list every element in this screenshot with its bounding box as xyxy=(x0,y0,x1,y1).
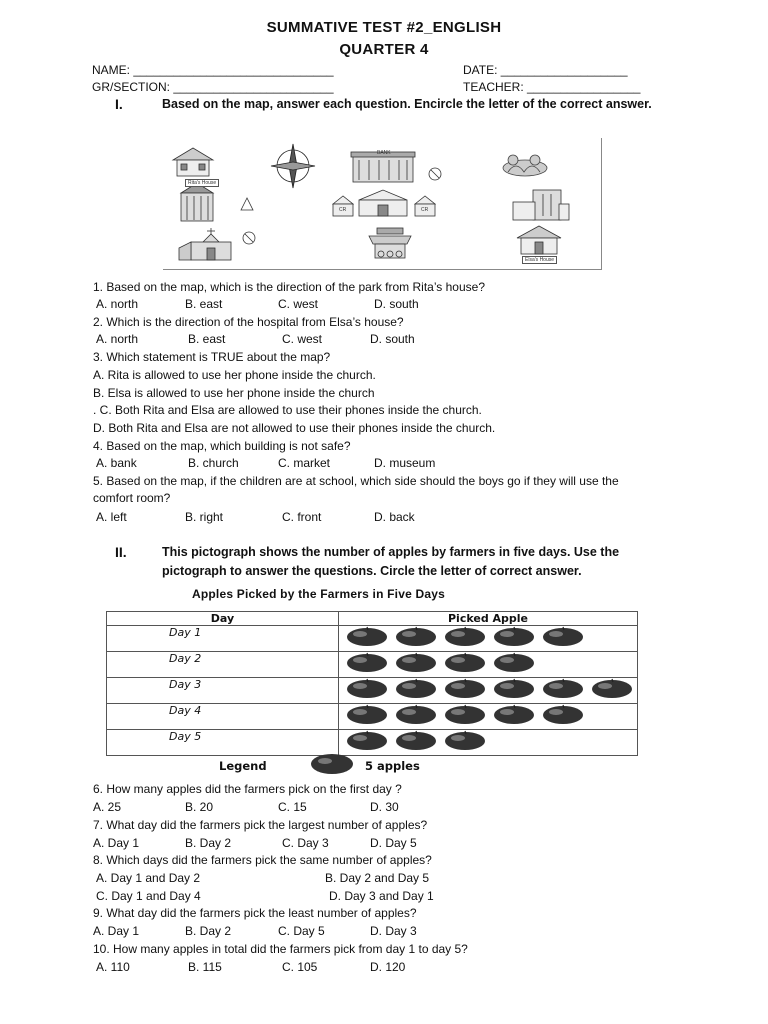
section-field: GR/SECTION: ________________________ xyxy=(92,80,334,94)
elsa-house-icon xyxy=(517,226,561,254)
apple-symbols xyxy=(339,652,638,678)
cr-label-right: CR xyxy=(421,207,429,213)
pictograph-row xyxy=(107,652,638,678)
apple-icon xyxy=(395,704,437,724)
apple-icon xyxy=(444,626,486,646)
apple-icon xyxy=(346,704,388,724)
q5-option-a: A. left xyxy=(96,510,127,524)
pictograph-title: Apples Picked by the Farmers in Five Days xyxy=(192,587,445,601)
no-phone-sign-icon-2 xyxy=(243,232,255,244)
quarter-title: QUARTER 4 xyxy=(339,41,429,58)
market-icon xyxy=(369,228,411,258)
q2-option-b: B. east xyxy=(188,332,226,346)
q10-option-c: C. 105 xyxy=(282,960,318,974)
question-2: 2. Which is the direction of the hospital from Elsa’s house? xyxy=(93,315,404,329)
column-header-picked-apple: Picked Apple xyxy=(339,612,638,626)
question-3: 3. Which statement is TRUE about the map? xyxy=(93,350,331,364)
column-header-day: Day xyxy=(107,612,339,626)
section-1-number: I. xyxy=(115,96,123,112)
q6-option-a: A. 25 xyxy=(93,800,122,814)
q2-option-d: D. south xyxy=(370,332,415,346)
apple-icon xyxy=(346,652,388,672)
apple-icon xyxy=(395,626,437,646)
pictograph-row xyxy=(107,678,638,704)
q6-option-d: D. 30 xyxy=(370,800,399,814)
q4-option-a: A. bank xyxy=(96,456,137,470)
q9-option-d: D. Day 3 xyxy=(370,924,417,938)
q6-option-b: B. 20 xyxy=(185,800,214,814)
question-1: 1. Based on the map, which is the direction of the park from Rita’s house? xyxy=(93,280,485,294)
q9-option-b: B. Day 2 xyxy=(185,924,232,938)
q7-option-c: C. Day 3 xyxy=(282,836,329,850)
rita-house-icon xyxy=(173,148,213,176)
map-illustration xyxy=(163,138,602,270)
day-label: Day 5 xyxy=(107,730,339,756)
q3-option-d: D. Both Rita and Elsa are not allowed to use their phones inside the church. xyxy=(93,421,496,435)
question-10: 10. How many apples in total did the farmers pick from day 1 to day 5? xyxy=(93,942,468,956)
church-icon xyxy=(179,228,231,260)
apple-icon xyxy=(346,730,388,750)
apple-icon xyxy=(444,678,486,698)
q8-option-a: A. Day 1 and Day 2 xyxy=(96,871,201,885)
pictograph-row xyxy=(107,704,638,730)
question-7: 7. What day did the farmers pick the largest number of apples? xyxy=(93,818,428,832)
name-field: NAME: ______________________________ xyxy=(92,63,334,77)
warning-sign-icon xyxy=(241,198,253,210)
q8-option-c: C. Day 1 and Day 4 xyxy=(96,889,201,903)
apple-icon xyxy=(493,652,535,672)
question-6: 6. How many apples did the farmers pick on the first day ? xyxy=(93,782,402,796)
q4-option-d: D. museum xyxy=(374,456,436,470)
apple-icon xyxy=(542,626,584,646)
apple-icon xyxy=(395,652,437,672)
q8-option-b: B. Day 2 and Day 5 xyxy=(325,871,430,885)
section-2-instruction: This pictograph shows the number of apples by farmers in five days. Use the pictograph to answer the questions. Circle the letter of correct answer. xyxy=(162,545,620,578)
q7-option-d: D. Day 5 xyxy=(370,836,417,850)
park-icon xyxy=(503,155,547,176)
apple-icon xyxy=(493,626,535,646)
q2-option-a: A. north xyxy=(96,332,139,346)
date-field: DATE: ___________________ xyxy=(463,63,628,77)
day-label: Day 1 xyxy=(107,626,339,652)
rita-house-label: Rita's House xyxy=(185,179,219,187)
legend-label: Legend xyxy=(219,759,267,773)
hospital-icon xyxy=(513,190,569,220)
test-title: SUMMATIVE TEST #2_ENGLISH xyxy=(266,19,502,36)
apple-symbols xyxy=(339,730,638,756)
q9-option-c: C. Day 5 xyxy=(278,924,325,938)
apple-icon xyxy=(591,678,633,698)
pictograph-row xyxy=(107,730,638,756)
q5-option-b: B. right xyxy=(185,510,224,524)
q10-option-b: B. 115 xyxy=(188,960,222,974)
question-9: 9. What day did the farmers pick the least number of apples? xyxy=(93,906,417,920)
question-5: 5. Based on the map, if the children are at school, which side should the boys go if they will use the xyxy=(93,474,619,488)
q1-option-c: C. west xyxy=(278,297,319,311)
question-5-continued: comfort room? xyxy=(93,491,171,505)
q3-option-c: . C. Both Rita and Elsa are allowed to use their phones inside the church. xyxy=(93,403,482,417)
map-drawing xyxy=(163,138,601,269)
bank-label: BANK xyxy=(377,150,391,156)
q9-option-a: A. Day 1 xyxy=(93,924,140,938)
apple-icon xyxy=(493,704,535,724)
q6-option-c: C. 15 xyxy=(278,800,307,814)
q1-option-b: B. east xyxy=(185,297,223,311)
apple-icon xyxy=(346,678,388,698)
q10-option-d: D. 120 xyxy=(370,960,406,974)
question-8: 8. Which days did the farmers pick the same number of apples? xyxy=(93,853,432,867)
legend-value: 5 apples xyxy=(365,759,420,773)
cr-label-left: CR xyxy=(339,207,347,213)
apple-icon xyxy=(346,626,388,646)
apple-icon xyxy=(542,704,584,724)
question-4: 4. Based on the map, which building is not safe? xyxy=(93,439,351,453)
section-1-instruction: Based on the map, answer each question. Encircle the letter of the correct answer. xyxy=(162,97,652,111)
q7-option-a: A. Day 1 xyxy=(93,836,140,850)
museum-icon xyxy=(181,183,213,221)
apple-icon xyxy=(395,678,437,698)
apple-symbols xyxy=(339,704,638,730)
legend-apple-icon xyxy=(310,752,354,774)
compass-icon xyxy=(271,144,315,188)
q2-option-c: C. west xyxy=(282,332,323,346)
q4-option-b: B. church xyxy=(188,456,239,470)
apple-icon xyxy=(444,730,486,750)
apple-icon xyxy=(444,704,486,724)
apple-icon xyxy=(542,678,584,698)
pictograph-table xyxy=(106,611,638,756)
apple-icon xyxy=(493,678,535,698)
q8-option-d: D. Day 3 and Day 1 xyxy=(329,889,434,903)
elsa-house-label: Elsa's House xyxy=(522,256,557,264)
q4-option-c: C. market xyxy=(278,456,331,470)
day-label: Day 2 xyxy=(107,652,339,678)
apple-icon xyxy=(395,730,437,750)
apple-icon xyxy=(444,652,486,672)
teacher-field: TEACHER: _________________ xyxy=(463,80,641,94)
day-label: Day 4 xyxy=(107,704,339,730)
apple-symbols xyxy=(339,678,638,704)
bank-icon xyxy=(351,152,415,182)
q7-option-b: B. Day 2 xyxy=(185,836,232,850)
q3-option-b: B. Elsa is allowed to use her phone inside the church xyxy=(93,386,375,400)
day-label: Day 3 xyxy=(107,678,339,704)
q1-option-d: D. south xyxy=(374,297,419,311)
section-2-number: II. xyxy=(115,544,127,560)
q5-option-c: C. front xyxy=(282,510,322,524)
apple-symbols xyxy=(339,626,638,652)
q5-option-d: D. back xyxy=(374,510,415,524)
no-phone-sign-icon xyxy=(429,168,441,180)
pictograph-row xyxy=(107,626,638,652)
q1-option-a: A. north xyxy=(96,297,139,311)
q3-option-a: A. Rita is allowed to use her phone inside the church. xyxy=(93,368,376,382)
q10-option-a: A. 110 xyxy=(96,960,130,974)
